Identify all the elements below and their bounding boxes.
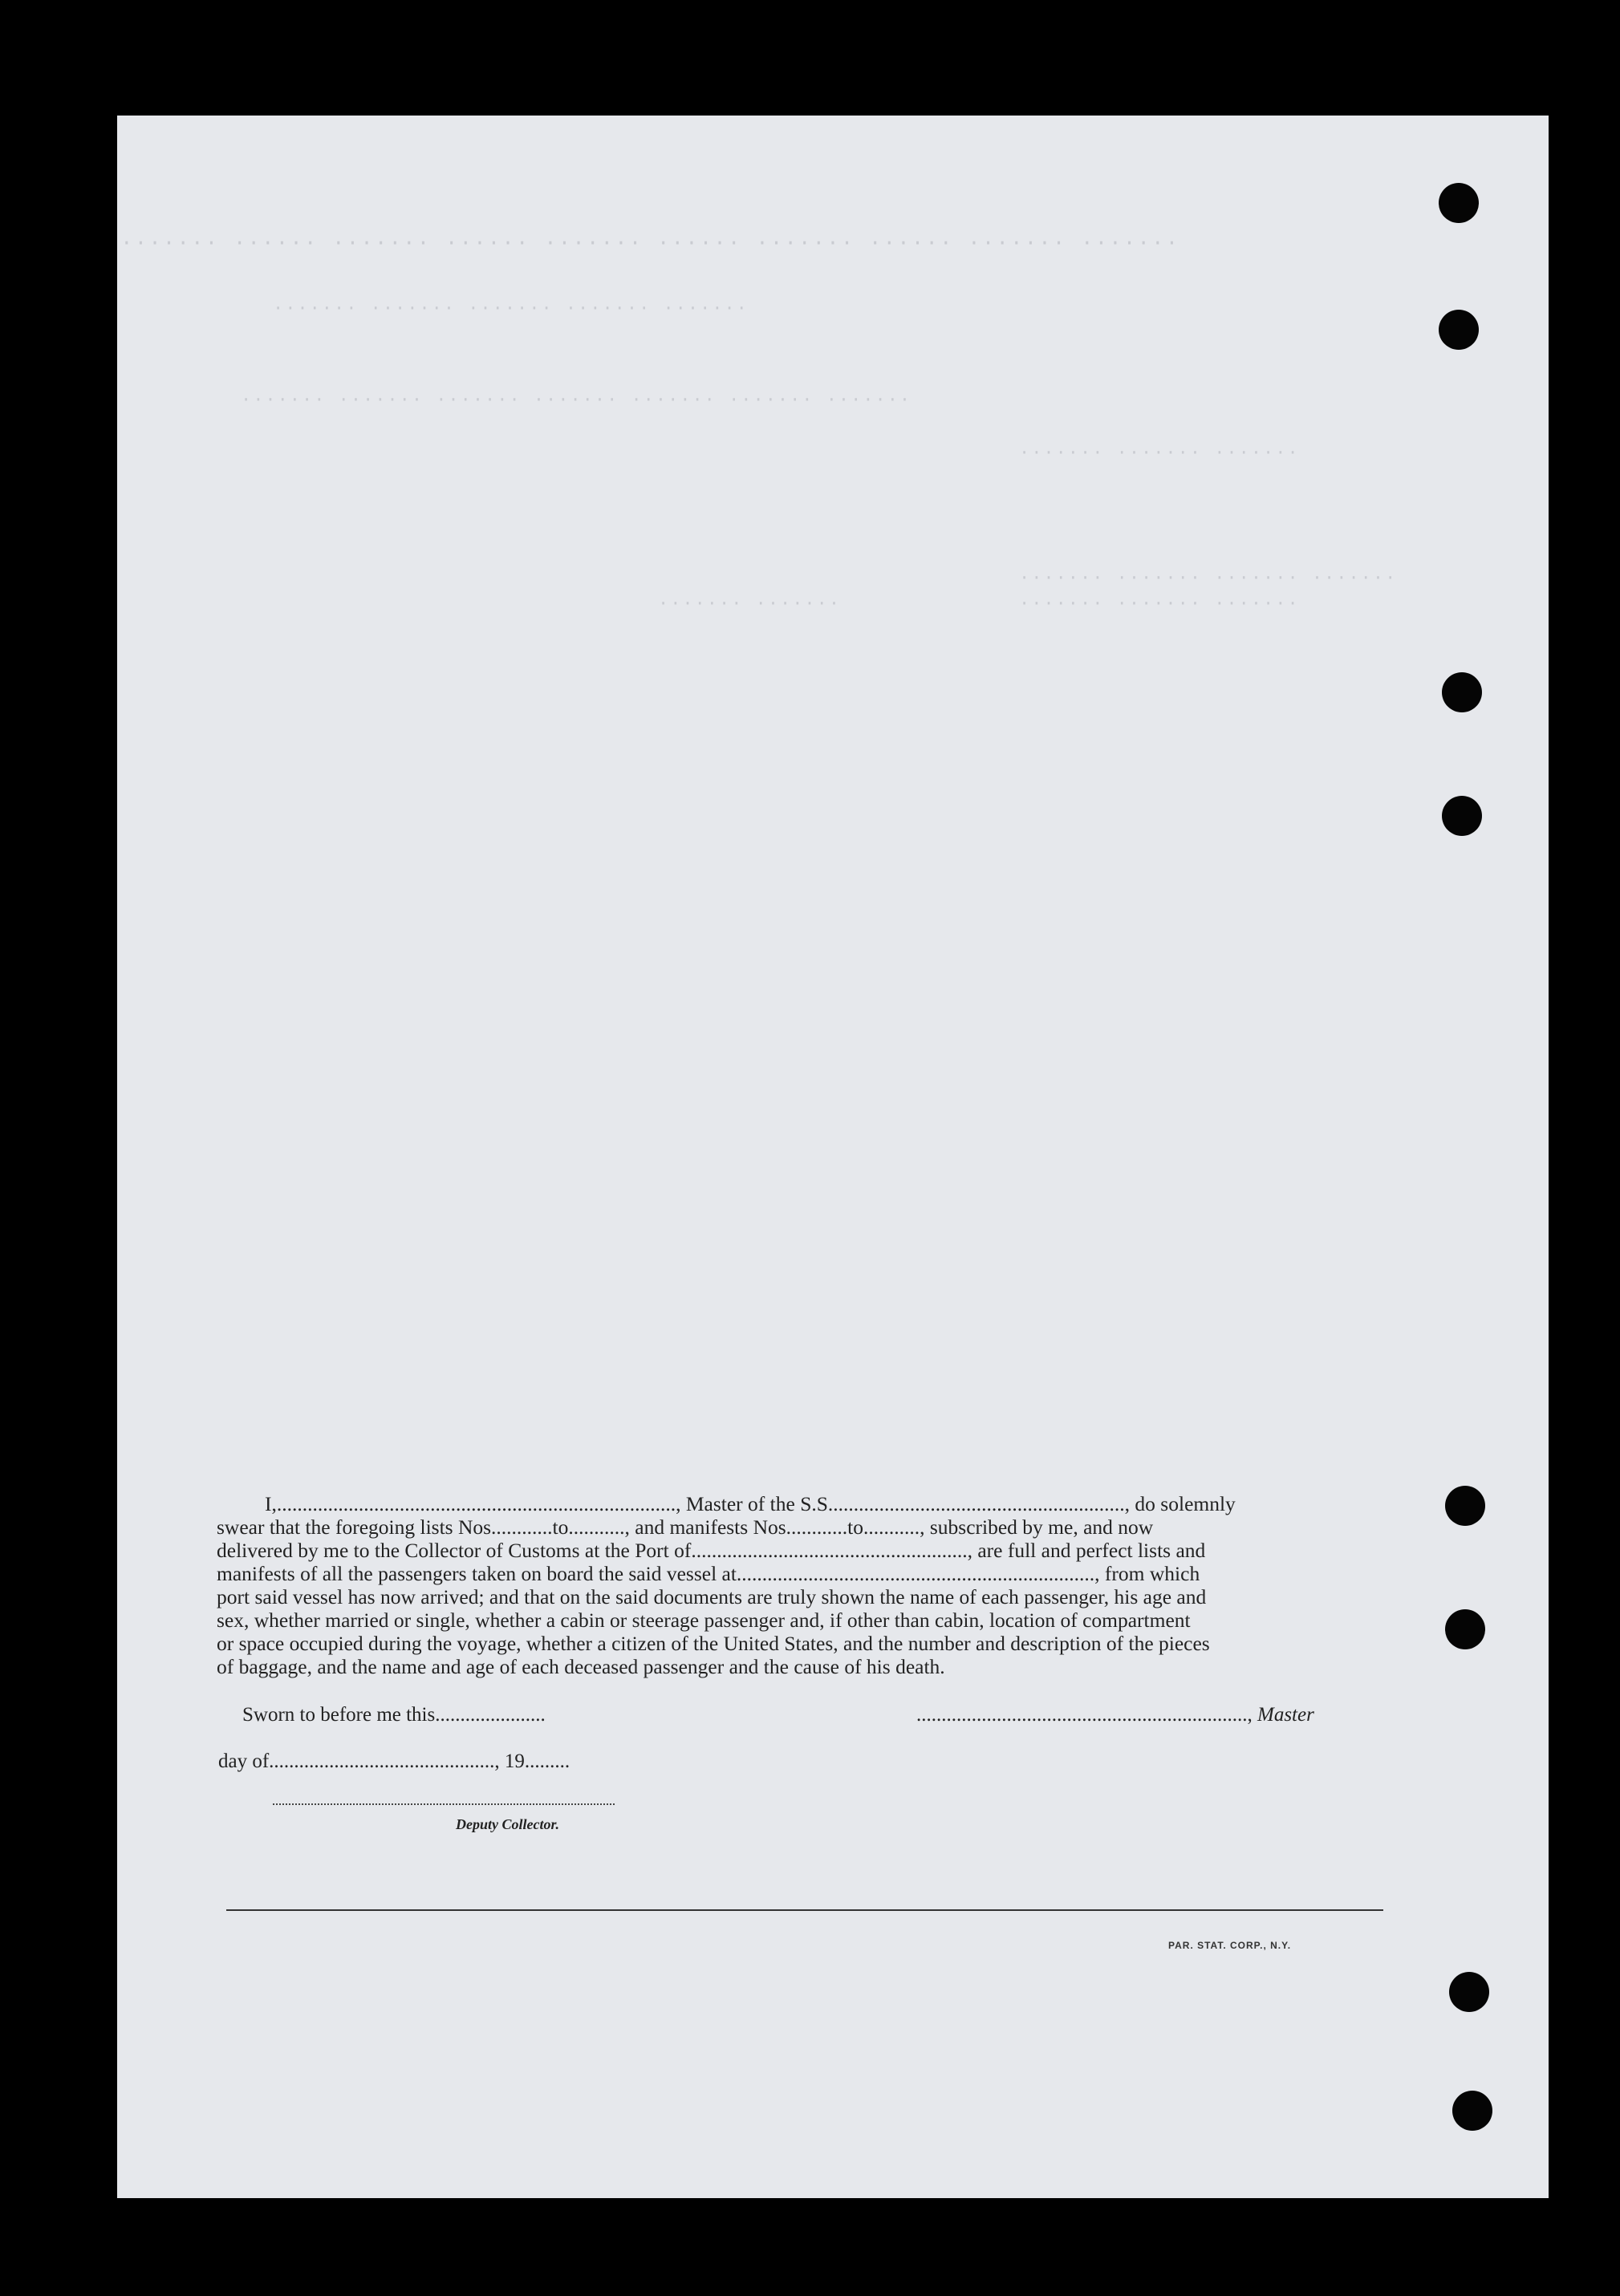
master-oath-paragraph <box>217 1492 1393 1678</box>
punch-hole <box>1445 1609 1485 1649</box>
oath-line: port said vessel has now arrived; and that on the said documents are truly shown the name of each passenger, his age and <box>217 1585 1207 1608</box>
punch-hole <box>1445 1486 1485 1526</box>
bleed-through-text: ······· ······· ······· ······· ······· ······· ······· <box>241 390 912 410</box>
sworn-date-line: day of............................................., 19......... <box>218 1750 570 1772</box>
punch-hole <box>1439 310 1479 350</box>
oath-line: swear that the foregoing lists Nos............to..........., and manifests Nos............to..........., subscribed by me, and now <box>217 1515 1154 1539</box>
deputy-signature-line <box>273 1803 615 1805</box>
punch-hole <box>1439 183 1479 223</box>
bleed-through-text: ······· ······ ······· ······ ······· ······ ······· ······ ······· ······· <box>120 231 1180 255</box>
punch-hole <box>1452 2091 1492 2131</box>
deputy-collector-label: Deputy Collector. <box>456 1816 559 1832</box>
bleed-through-text: ······· ······· ······· <box>1019 443 1300 463</box>
oath-line: of baggage, and the name and age of each deceased passenger and the cause of his death. <box>217 1655 945 1678</box>
bleed-through-text: ······· ······· <box>658 594 842 614</box>
oath-line: or space occupied during the voyage, whether a citizen of the United States, and the number and description of the pieces <box>217 1632 1210 1655</box>
document-page <box>117 116 1549 2198</box>
bleed-through-text: ······· ······· ······· ······· <box>1019 568 1398 588</box>
punch-hole <box>1449 1972 1489 2012</box>
master-signature-line <box>916 1704 1314 1726</box>
oath-line: I,.............................................................................., Master of the S.S.........................................................., do solemnly <box>265 1492 1236 1515</box>
bleed-through-text: ······· ······· ······· ······· ······· <box>273 298 749 318</box>
oath-line: delivered by me to the Collector of Customs at the Port of......................................................, are full and perfect lists and <box>217 1539 1206 1562</box>
master-label: Master <box>1257 1704 1314 1726</box>
bottom-divider <box>226 1909 1383 1911</box>
oath-line: manifests of all the passengers taken on board the said vessel at......................................................................, from which <box>217 1562 1200 1585</box>
printer-imprint: PAR. STAT. CORP., N.Y. <box>1168 1940 1292 1951</box>
master-signature-dots: .................................................................., <box>916 1704 1253 1726</box>
oath-line: sex, whether married or single, whether a cabin or steerage passenger and, if other than cabin, location of compartment <box>217 1608 1191 1632</box>
punch-hole <box>1442 672 1482 712</box>
bleed-through-text: ······· ······· ······· <box>1019 594 1300 614</box>
punch-hole <box>1442 796 1482 836</box>
sworn-statement: Sworn to before me this...................... <box>242 1704 546 1726</box>
